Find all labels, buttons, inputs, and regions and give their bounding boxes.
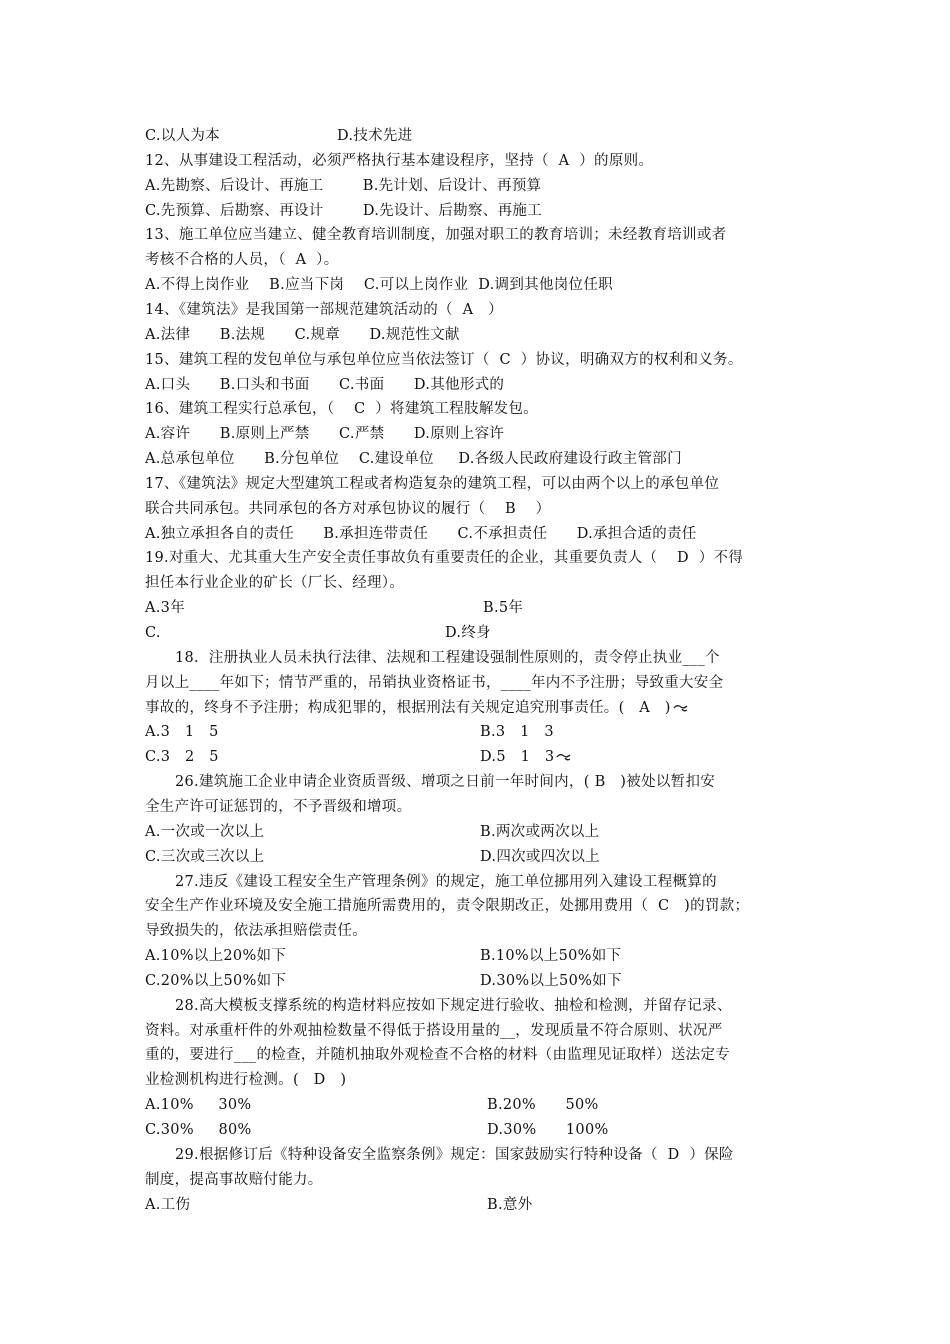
option-right-text: B.意外 (487, 1196, 533, 1213)
line-text: 16、建筑工程实行总承包，（ C ）将建筑工程肢解发包。 (145, 401, 539, 418)
text-line (145, 1070, 346, 1090)
option-right-text: B.5年 (483, 600, 524, 617)
option-left: A.3 1 5 (145, 724, 219, 741)
option-right-text: D.5 1 3 (480, 749, 555, 766)
line-text: A.容许 B.原则上严禁 C.严禁 D.原则上容许 (145, 426, 505, 443)
text-line (145, 375, 504, 395)
hand-mark-icon (556, 752, 572, 762)
line-text: 12、从事建设工程活动，必须严格执行基本建设程序，坚持（ A ）的原则。 (145, 152, 654, 169)
text-line (145, 548, 743, 568)
text-line (145, 698, 689, 718)
option-right-text: B.10%以上50%如下 (480, 948, 622, 965)
option-right (480, 822, 599, 842)
line-text: 事故的，终身不予注册；构成犯罪的，根据刑法有关规定追究刑事责任。( A ) (145, 699, 671, 716)
line-text: 18. 注册执业人员未执行法律、法规和工程建设强制性原则的，责令停止执业___个 (175, 649, 720, 666)
option-right (480, 722, 554, 742)
option-left: A.工伤 (145, 1196, 191, 1213)
text-line (145, 275, 613, 295)
line-text: A.总承包单位 B.分包单位 C.建设单位 D.各级人民政府建设行政主管部门 (145, 451, 682, 468)
line-text: 担任本行业企业的矿长（厂长、经理）。 (145, 575, 405, 592)
text-line (145, 896, 749, 916)
line-text: 27.违反《建设工程安全生产管理条例》的规定，施工单位挪用列入建设工程概算的 (175, 873, 717, 890)
line-text: 全生产许可证惩罚的，不予晋级和增项。 (145, 798, 412, 815)
text-line (145, 350, 743, 370)
text-line (145, 449, 682, 469)
option-right-text: B.3 1 3 (480, 724, 554, 741)
text-line (145, 399, 538, 419)
line-text: 考核不合格的人员，（ A ）。 (145, 252, 339, 269)
line-text: A.独立承担各自的责任 B.承担连带责任 C.不承担责任 D.承担合适的责任 (145, 525, 697, 542)
option-right (483, 598, 523, 618)
text-line (175, 772, 715, 792)
option-right (487, 1120, 609, 1140)
text-line (145, 250, 339, 270)
text-line (145, 1170, 323, 1190)
text-line (145, 201, 542, 221)
option-right (487, 1195, 532, 1215)
option-left: A.3年 (145, 600, 186, 617)
line-text: 19.对重大、尤其重大生产安全责任事故负有重要责任的企业，其重要负责人（ D ）不得 (145, 550, 744, 567)
line-text: C.先预算、后勘察、再设计 D.先设计、后勘察、再施工 (145, 202, 542, 219)
text-line (175, 1145, 734, 1165)
option-right (480, 747, 572, 767)
line-text: A.法律 B.法规 C.规章 D.规范性文献 (145, 326, 460, 343)
line-text: 安全生产作业环境及安全施工措施所需费用的，责令限期改正，处挪用费用（ C )的罚款； (145, 898, 750, 915)
line-text: 制度，提高事故赔付能力。 (145, 1171, 323, 1188)
text-line (145, 151, 653, 171)
line-text: 联合共同承包。共同承包的各方对承包协议的履行（ B ） (145, 500, 551, 517)
text-line (145, 424, 504, 444)
option-right-text: B.两次或两次以上 (480, 823, 600, 840)
option-left: A.10% 30% (145, 1097, 252, 1114)
line-text: 14、《建筑法》是我国第一部规范建筑活动的（ A ） (145, 301, 503, 318)
line-text: A.先勘察、后设计、再施工 B.先计划、后设计、再预算 (145, 177, 542, 194)
text-line (145, 524, 697, 544)
option-left: C. (145, 625, 161, 641)
line-text: 13、施工单位应当建立、健全教育培训制度，加强对职工的教育培训；未经教育培训或者 (145, 227, 727, 244)
hand-mark-icon (673, 703, 689, 713)
option-left: C.3 2 5 (145, 749, 219, 766)
line-text: A.口头 B.口头和书面 C.书面 D.其他形式的 (145, 376, 505, 393)
line-text: 17、《建筑法》规定大型建筑工程或者构造复杂的建筑工程，可以由两个以上的承包单位 (145, 475, 720, 492)
text-line (145, 176, 541, 196)
line-text: A.不得上岗作业 B.应当下岗 C.可以上岗作业 D.调到其他岗位任职 (145, 277, 613, 294)
text-line (145, 474, 719, 494)
line-text: 重的，要进行___的检查，并随机抽取外观检查不合格的材料（由监理见证取样）送法定专 (145, 1047, 731, 1064)
text-line (145, 797, 411, 817)
option-left: A.10%以上20%如下 (145, 948, 287, 965)
option-right-text: B.20% 50% (487, 1097, 599, 1114)
text-line (145, 225, 726, 245)
text-line (175, 996, 732, 1016)
option-left: C.20%以上50%如下 (145, 972, 287, 989)
line-text: 28.高大模板支撑系统的构造材料应按如下规定进行验收、抽检和检测，并留存记录、 (175, 997, 732, 1014)
line-text: 导致损失的，依法承担赔偿责任。 (145, 923, 367, 940)
option-right-text: D.技术先进 (337, 128, 413, 144)
option-right-text: D.30% 100% (487, 1122, 609, 1138)
option-right (480, 971, 622, 991)
line-text: 月以上____年如下；情节严重的，吊销执业资格证书，____年内不予注册；导致重大安全 (145, 674, 724, 691)
text-line (145, 573, 404, 593)
text-line (175, 648, 720, 668)
text-line (145, 499, 550, 519)
text-line (175, 872, 717, 892)
option-right (337, 126, 413, 146)
option-right (480, 847, 600, 867)
option-left: A.一次或一次以上 (145, 823, 265, 840)
text-line (145, 673, 723, 693)
line-text: 26.建筑施工企业申请企业资质晋级、增项之日前一年时间内，( B )被处以暂扣安 (175, 774, 716, 791)
option-right (445, 623, 491, 643)
text-line (145, 1045, 730, 1065)
option-left: C.30% 80% (145, 1122, 252, 1138)
option-right-text: D.四次或四次以上 (480, 848, 600, 865)
text-line (145, 325, 460, 345)
option-right-text: D.30%以上50%如下 (480, 972, 622, 989)
text-line (145, 300, 503, 320)
line-text: 29.根据修订后《特种设备安全监察条例》规定：国家鼓励实行特种设备（ D ）保险 (175, 1146, 734, 1163)
text-line (145, 921, 367, 941)
line-text: 15、建筑工程的发包单位与承包单位应当依法签订（ C ）协议，明确双方的权利和义务。 (145, 351, 743, 368)
option-left: C.以人为本 (145, 128, 220, 144)
option-right (480, 946, 621, 966)
option-left: C.三次或三次以上 (145, 848, 265, 865)
text-line (145, 1021, 723, 1041)
line-text: 业检测机构进行检测。( D ) (145, 1072, 347, 1089)
line-text: 资料。对承重杆件的外观抽检数量不得低于搭设用量的__，发现质量不符合原则、状况严 (145, 1022, 723, 1039)
option-right-text: D.终身 (445, 625, 491, 641)
option-right (487, 1095, 599, 1115)
